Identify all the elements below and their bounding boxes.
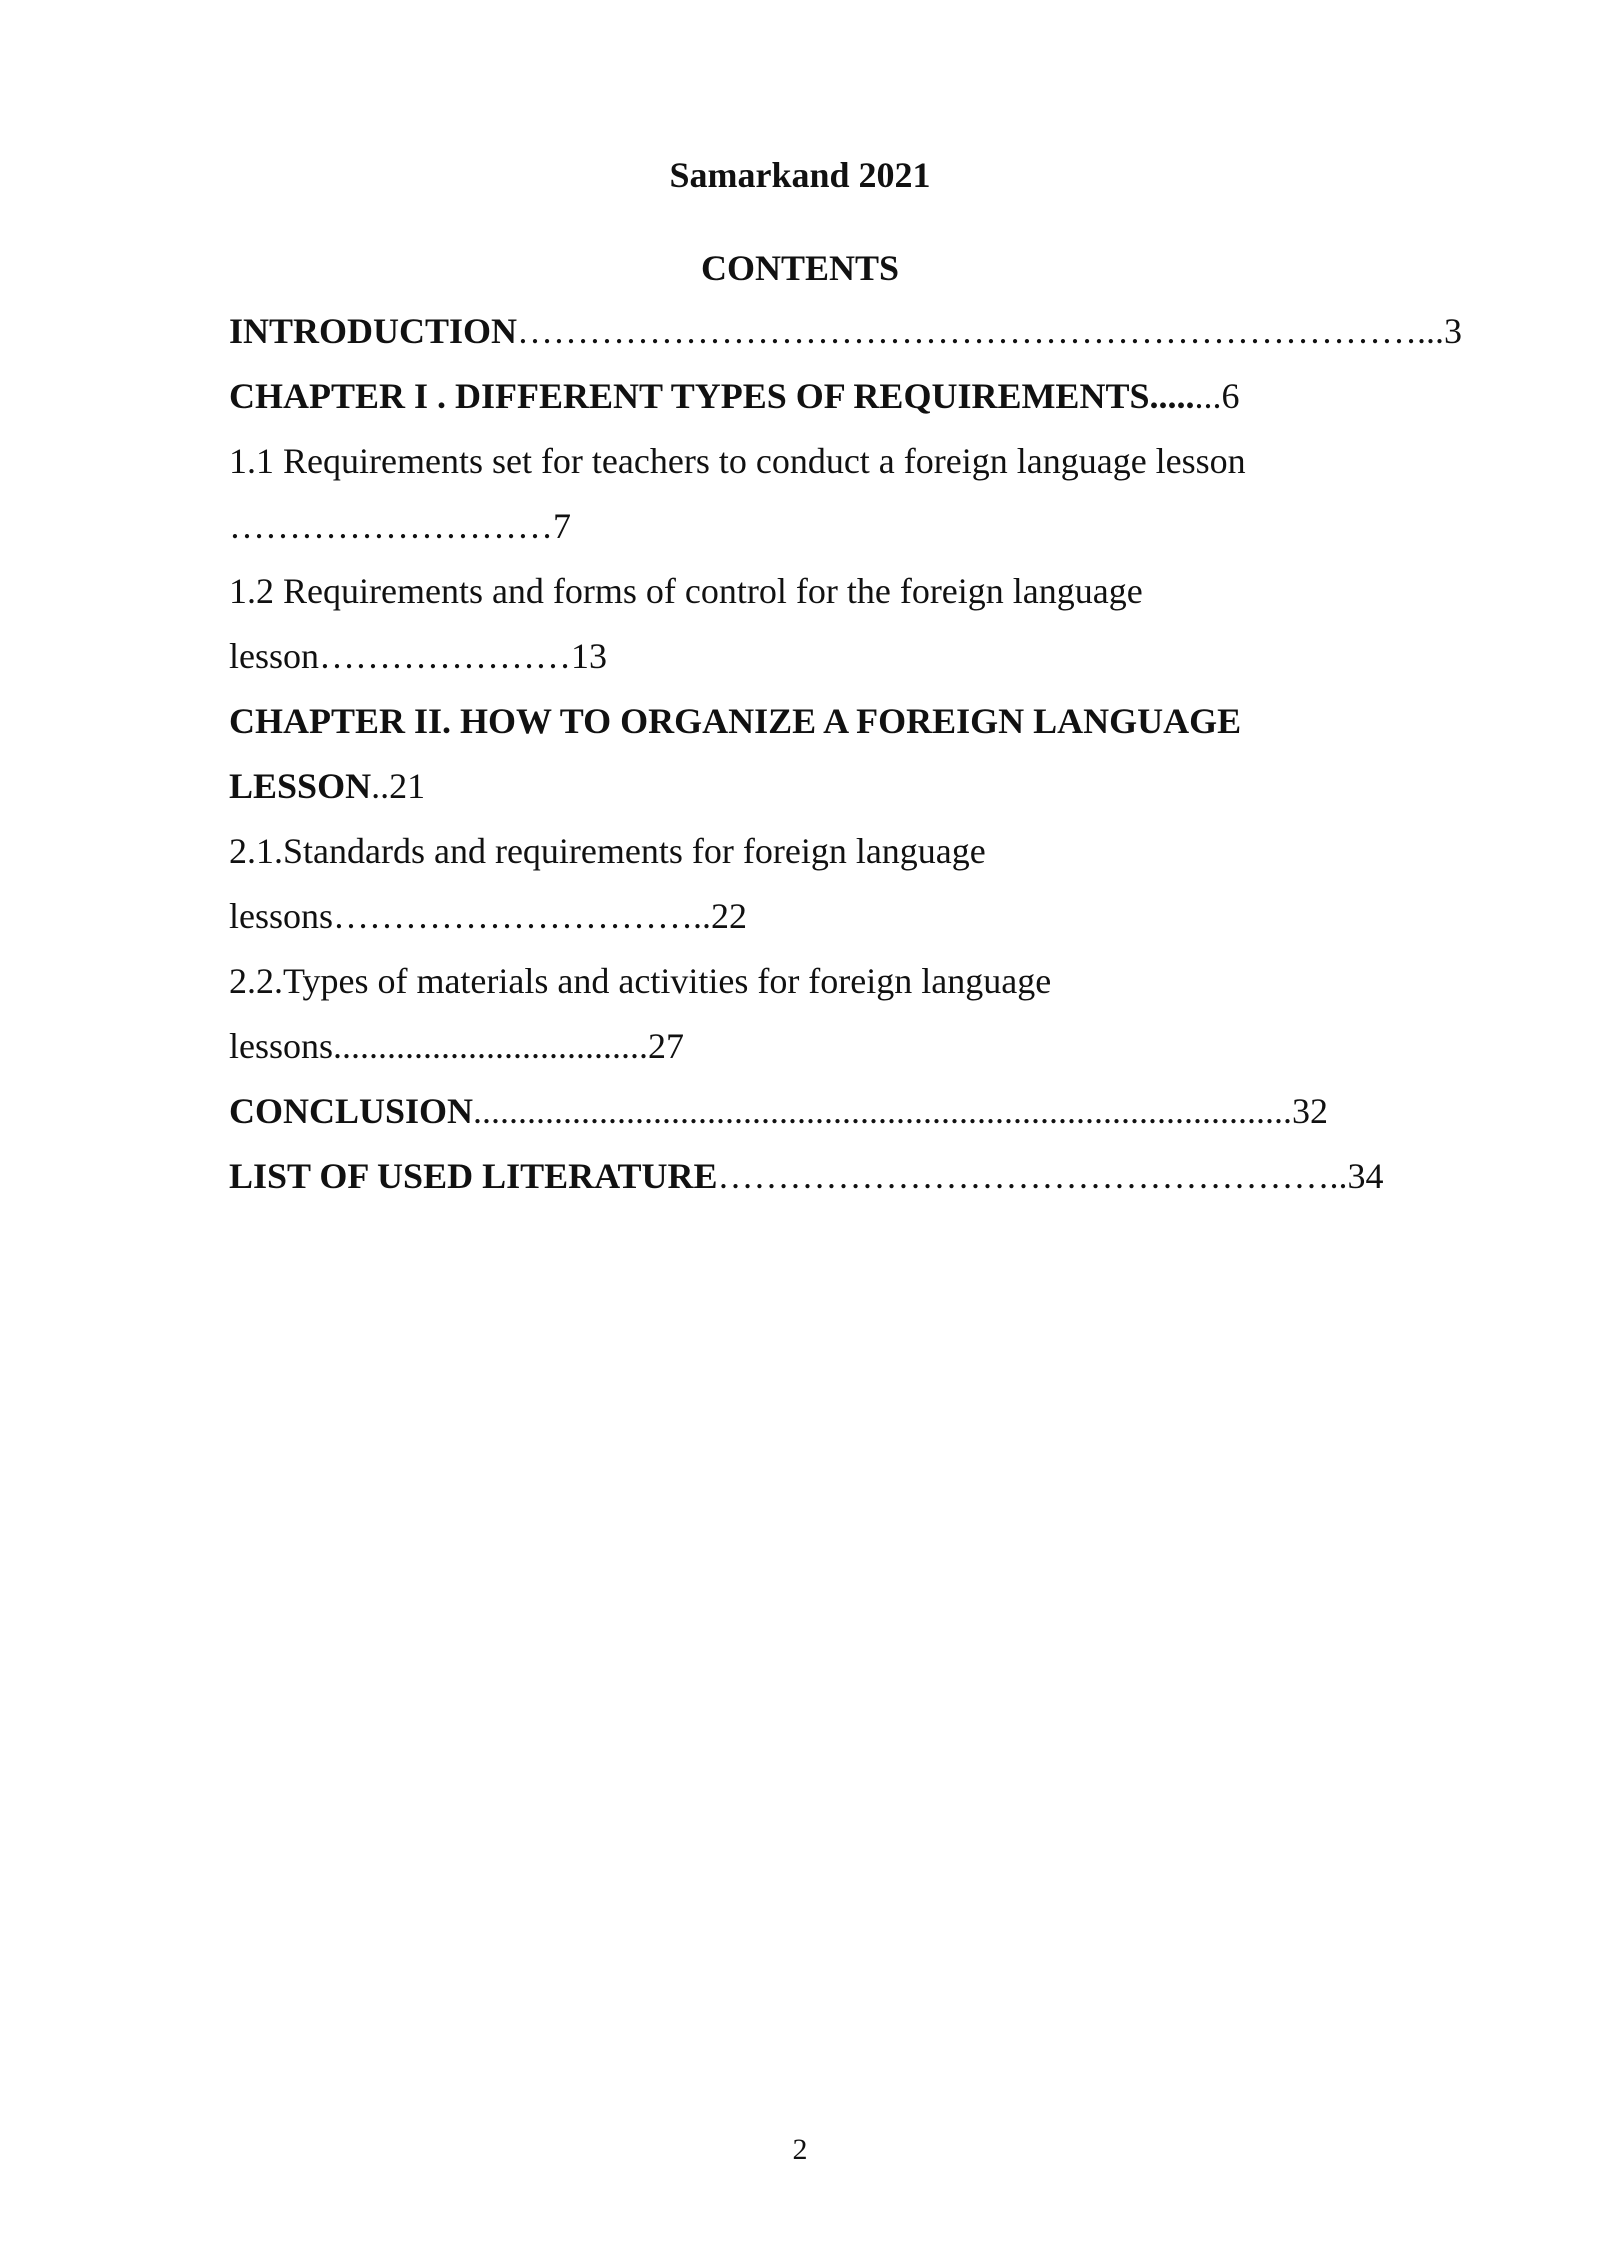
city-year-heading: Samarkand 2021 xyxy=(669,155,931,195)
toc-entry-title: LESSON xyxy=(229,766,372,806)
contents-title: CONTENTS xyxy=(700,248,900,288)
toc-entry-leader: ..21 xyxy=(371,766,426,806)
toc-entry-2-2-line2[interactable]: lessons...................................27 xyxy=(229,1026,685,1066)
toc-entry-leader: ...........................................................................................32 xyxy=(473,1091,1329,1131)
toc-entry-title: CHAPTER I . DIFFERENT TYPES OF REQUIREMENTS..... xyxy=(229,376,1195,416)
toc-entry-1-2-line2[interactable]: lesson…………………13 xyxy=(229,636,607,676)
page-number: 2 xyxy=(792,2133,808,2166)
toc-entry-2-1-line2[interactable]: lessons…………………………..22 xyxy=(229,896,748,936)
toc-entry-literature[interactable] xyxy=(229,1151,1489,1216)
toc-entry-introduction[interactable] xyxy=(229,306,1489,371)
toc-entry-2-1-line1[interactable]: 2.1.Standards and requirements for foreign language xyxy=(229,831,986,871)
toc-entry-leader: ...6 xyxy=(1194,376,1240,416)
toc-entry-leader: …………………………………………………………………...3 xyxy=(517,311,1463,351)
toc-entry-leader: ……………………………………………..34 xyxy=(717,1156,1384,1196)
toc-entry-1-1-line1[interactable]: 1.1 Requirements set for teachers to conduct a foreign language lesson xyxy=(229,441,1246,481)
toc-entry-chapter-1[interactable] xyxy=(229,371,1489,436)
toc-entry-conclusion[interactable] xyxy=(229,1086,1489,1151)
toc-entry-1-2-line1[interactable]: 1.2 Requirements and forms of control for the foreign language xyxy=(229,571,1143,611)
table-of-contents xyxy=(229,306,1489,1216)
toc-entry-chapter-2-line1[interactable]: CHAPTER II. HOW TO ORGANIZE A FOREIGN LANGUAGE xyxy=(229,701,1242,741)
toc-entry-title: CONCLUSION xyxy=(229,1091,474,1131)
toc-entry-chapter-2-line2[interactable] xyxy=(229,761,1489,826)
toc-entry-title: INTRODUCTION xyxy=(229,311,518,351)
toc-entry-title: LIST OF USED LITERATURE xyxy=(229,1156,718,1196)
toc-entry-2-2-line1[interactable]: 2.2.Types of materials and activities for foreign language xyxy=(229,961,1052,1001)
toc-entry-1-1-line2[interactable]: ………………………7 xyxy=(229,506,571,546)
